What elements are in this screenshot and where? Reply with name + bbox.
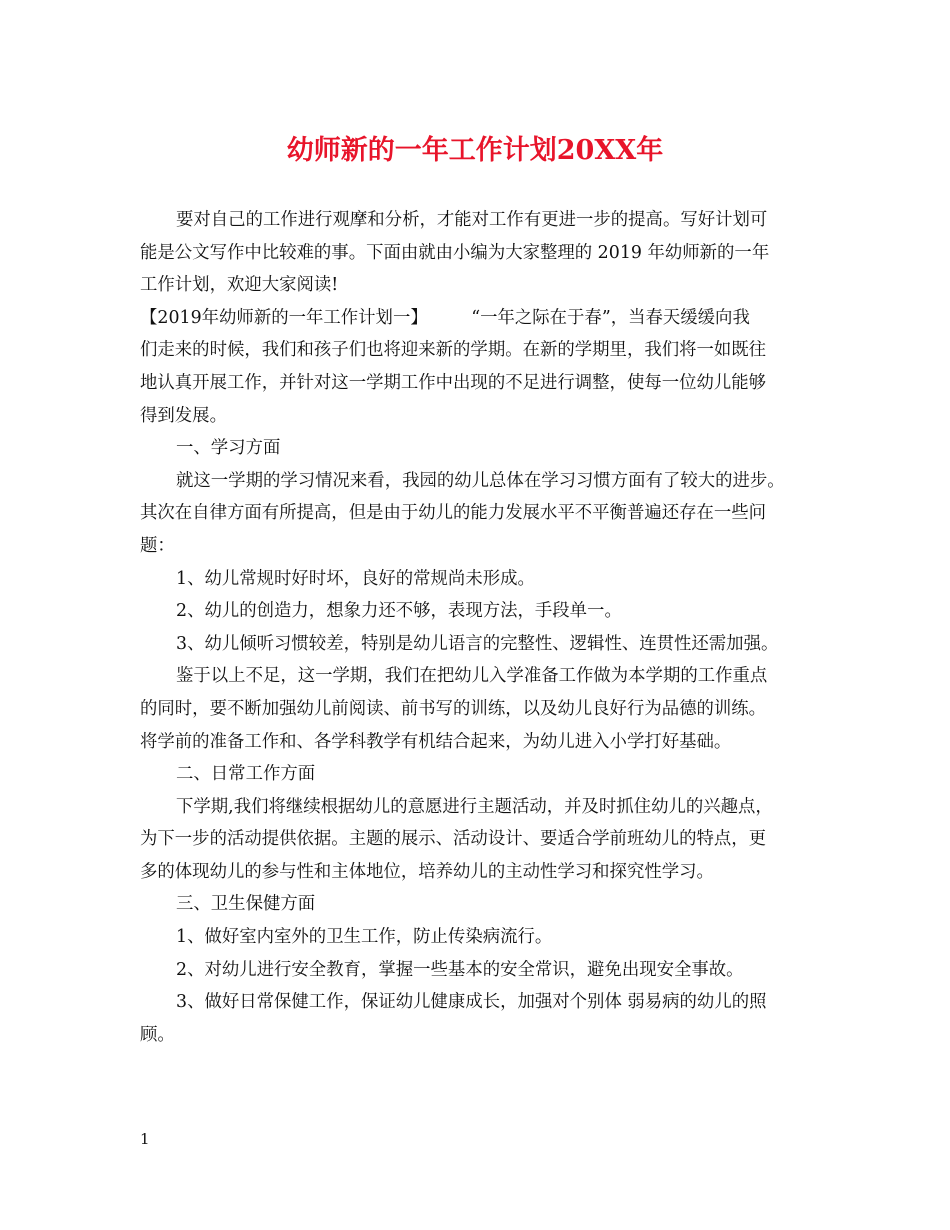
paragraph-line: 下学期,我们将继续根据幼儿的意愿进行主题活动，并及时抓住幼儿的兴趣点， — [176, 796, 773, 817]
paragraph-line: 就这一学期的学习情况来看，我园的幼儿总体在学习习惯方面有了较大的进步。 — [176, 470, 785, 491]
paragraph-line: 地认真开展工作，并针对这一学期工作中出现的不足进行调整，使每一位幼儿能够 — [140, 372, 767, 393]
paragraph-line: 要对自己的工作进行观摩和分析，才能对工作有更进一步的提高。写好计划可 — [176, 210, 768, 230]
section-heading: 三、卫生保健方面 — [176, 894, 316, 915]
paragraph-line: 为下一步的活动提供依据。主题的展示、活动设计、要适合学前班幼儿的特点，更 — [140, 829, 767, 850]
paragraph-line: 其次在自律方面有所提高，但是由于幼儿的能力发展水平不平衡普遍还存在一些问 — [140, 503, 767, 524]
paragraph-line: 得到发展。 — [140, 405, 227, 426]
document-body — [140, 204, 830, 1051]
list-item: 1、幼儿常规时好时坏，良好的常规尚未形成。 — [176, 568, 535, 589]
paragraph-line: 鉴于以上不足，这一学期，我们在把幼儿入学准备工作做为本学期的工作重点 — [176, 666, 768, 687]
page-title: 幼师新的一年工作计划20XX年 — [286, 135, 664, 166]
paragraph-line: 能是公文写作中比较难的事。下面由就由小编为大家整理的 2019 年幼师新的一年 — [140, 242, 770, 263]
list-item: 2、幼儿的创造力，想象力还不够，表现方法，手段单一。 — [176, 601, 622, 622]
paragraph-line: 将学前的准备工作和、各学科教学有机结合起来，为幼儿进入小学打好基础。 — [140, 731, 732, 752]
section-heading: 二、日常工作方面 — [176, 764, 316, 785]
paragraph-line: 顾。 — [140, 1024, 175, 1045]
list-item: 3、幼儿倾听习惯较差，特别是幼儿语言的完整性、逻辑性、连贯性还需加强。 — [176, 633, 779, 654]
section-heading: 一、学习方面 — [176, 438, 281, 459]
list-item: 2、对幼儿进行安全教育，掌握一些基本的安全常识，避免出现安全事故。 — [176, 959, 744, 980]
paragraph-line: 题： — [140, 535, 175, 556]
paragraph-line: 工作计划，欢迎大家阅读! — [140, 275, 339, 296]
paragraph-line: 的同时，要不断加强幼儿前阅读、前书写的训练，以及幼儿良好行为品德的训练。 — [140, 698, 767, 719]
paragraph-line: 们走来的时候，我们和孩子们也将迎来新的学期。在新的学期里，我们将一如既往 — [140, 340, 767, 361]
list-item: 1、做好室内室外的卫生工作，防止传染病流行。 — [176, 927, 553, 948]
paragraph-line: 多的体现幼儿的参与性和主体地位，培养幼儿的主动性学习和探究性学习。 — [140, 861, 714, 882]
paragraph-line: 【2019年幼师新的一年工作计划一】 “一年之际在于春”，当春天缓缓向我 — [140, 307, 750, 328]
page-number: 1 — [140, 1130, 150, 1148]
list-item: 3、做好日常保健工作，保证幼儿健康成长，加强对个别体 弱易病的幼儿的照 — [176, 992, 767, 1013]
